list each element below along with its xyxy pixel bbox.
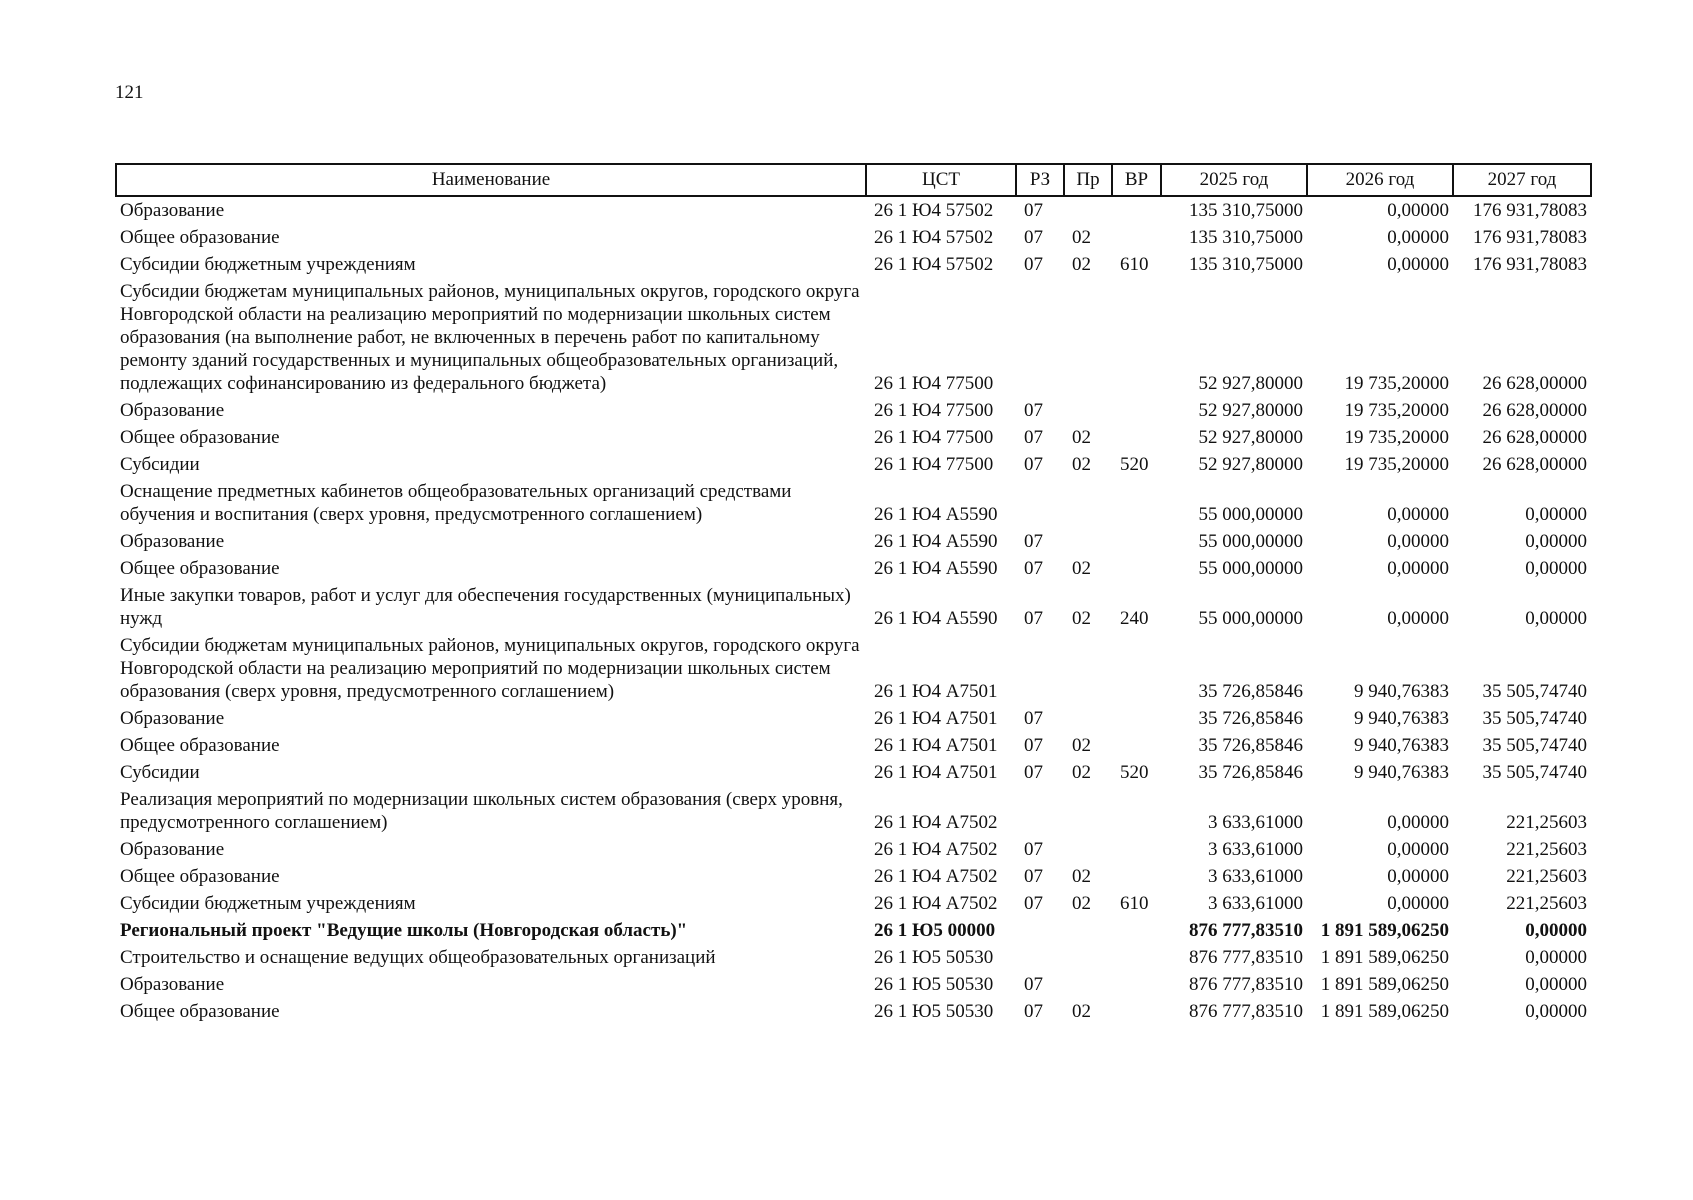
table-row	[116, 944, 1591, 971]
cell-pr: 02	[1072, 454, 1091, 475]
cell-2027: 35 505,74740	[1482, 735, 1587, 756]
cell-2026: 0,00000	[1387, 254, 1449, 275]
cell-rz	[1016, 632, 1064, 705]
cell-name: Общее образование	[120, 558, 280, 579]
cell-2027: 26 628,00000	[1482, 454, 1587, 475]
cell-rz: 07	[1024, 839, 1043, 860]
cell-2027: 35 505,74740	[1482, 762, 1587, 783]
cell-vr: 240	[1120, 608, 1149, 629]
table-row	[116, 582, 1591, 632]
cell-2025: 55 000,00000	[1198, 531, 1303, 552]
cell-rz: 07	[1024, 558, 1043, 579]
cell-vr	[1112, 944, 1161, 971]
cell-2027: 221,25603	[1506, 866, 1587, 887]
table-row	[116, 397, 1591, 424]
cell-vr	[1112, 424, 1161, 451]
cell-name: Субсидии бюджетным учреждениям	[120, 893, 416, 914]
header-2025: 2025 год	[1161, 164, 1307, 196]
cell-pr	[1064, 632, 1112, 705]
cell-vr: 610	[1120, 254, 1149, 275]
cell-2026: 0,00000	[1387, 504, 1449, 525]
cell-vr	[1112, 863, 1161, 890]
cell-rz	[1016, 786, 1064, 836]
table-row	[116, 917, 1591, 944]
cell-pr: 02	[1072, 762, 1091, 783]
table-row	[116, 451, 1591, 478]
cell-2025: 35 726,85846	[1198, 681, 1303, 702]
cell-2025: 3 633,61000	[1208, 812, 1303, 833]
page-number: 121	[115, 82, 144, 103]
cell-pr: 02	[1072, 427, 1091, 448]
cell-2027: 26 628,00000	[1482, 427, 1587, 448]
header-name: Наименование	[116, 164, 866, 196]
cell-2027: 0,00000	[1525, 920, 1587, 941]
cell-2026: 0,00000	[1387, 866, 1449, 887]
cell-2026: 19 735,20000	[1344, 400, 1449, 421]
cell-2026: 19 735,20000	[1344, 373, 1449, 394]
cell-name: Общее образование	[120, 1001, 280, 1022]
cell-rz: 07	[1024, 974, 1043, 995]
cell-2026: 9 940,76383	[1354, 681, 1449, 702]
cell-2027: 0,00000	[1525, 504, 1587, 525]
header-cst: ЦСТ	[866, 164, 1016, 196]
cell-2025: 35 726,85846	[1198, 735, 1303, 756]
cell-rz	[1016, 944, 1064, 971]
cell-vr	[1112, 836, 1161, 863]
table-row	[116, 424, 1591, 451]
cell-2025: 35 726,85846	[1198, 762, 1303, 783]
cell-pr: 02	[1072, 866, 1091, 887]
cell-vr	[1112, 705, 1161, 732]
cell-2027: 0,00000	[1525, 1001, 1587, 1022]
cell-name: Иные закупки товаров, работ и услуг для обеспечения государственных (муниципальных) нужд	[120, 585, 851, 629]
cell-name: Субсидии	[120, 762, 200, 783]
cell-cst: 26 1 Ю4 А7501	[874, 708, 998, 729]
header-2026: 2026 год	[1307, 164, 1453, 196]
cell-2026: 19 735,20000	[1344, 454, 1449, 475]
header-vr: ВР	[1112, 164, 1161, 196]
cell-cst: 26 1 Ю4 А5590	[874, 531, 998, 552]
cell-2025: 55 000,00000	[1198, 504, 1303, 525]
cell-2025: 35 726,85846	[1198, 708, 1303, 729]
cell-cst: 26 1 Ю4 А5590	[874, 558, 998, 579]
cell-cst: 26 1 Ю5 50530	[874, 947, 994, 968]
cell-vr	[1112, 632, 1161, 705]
table-row	[116, 786, 1591, 836]
cell-pr	[1064, 705, 1112, 732]
table-row	[116, 196, 1591, 224]
cell-vr	[1112, 196, 1161, 224]
cell-2027: 26 628,00000	[1482, 400, 1587, 421]
cell-name: Строительство и оснащение ведущих общеобразовательных организаций	[120, 947, 716, 968]
cell-name: Образование	[120, 974, 225, 995]
budget-table	[115, 163, 1592, 1025]
cell-cst: 26 1 Ю4 А7501	[874, 762, 998, 783]
cell-2025: 876 777,83510	[1189, 1001, 1303, 1022]
cell-pr	[1064, 528, 1112, 555]
cell-pr: 02	[1072, 1001, 1091, 1022]
cell-name: Образование	[120, 708, 225, 729]
cell-vr: 520	[1120, 454, 1149, 475]
cell-2027: 176 931,78083	[1473, 200, 1587, 221]
cell-2026: 9 940,76383	[1354, 708, 1449, 729]
table-row	[116, 836, 1591, 863]
cell-2026: 9 940,76383	[1354, 762, 1449, 783]
cell-pr: 02	[1072, 893, 1091, 914]
cell-cst: 26 1 Ю5 00000	[874, 920, 996, 941]
cell-vr	[1112, 917, 1161, 944]
cell-pr	[1064, 397, 1112, 424]
cell-2026: 0,00000	[1387, 893, 1449, 914]
cell-name: Реализация мероприятий по модернизации школьных систем образования (сверх уровня, предусмотренного соглашением)	[120, 789, 843, 833]
cell-pr	[1064, 278, 1112, 397]
table-header-row	[116, 164, 1591, 196]
cell-pr	[1064, 944, 1112, 971]
cell-2026: 1 891 589,06250	[1320, 974, 1449, 995]
cell-cst: 26 1 Ю4 А5590	[874, 504, 998, 525]
cell-vr	[1112, 732, 1161, 759]
cell-2025: 3 633,61000	[1208, 893, 1303, 914]
cell-rz: 07	[1024, 608, 1043, 629]
cell-cst: 26 1 Ю4 57502	[874, 200, 994, 221]
cell-2026: 1 891 589,06250	[1320, 920, 1449, 941]
cell-name: Оснащение предметных кабинетов общеобразовательных организаций средствами обучения и воспитания (сверх уровня, предусмотренного соглашением)	[120, 481, 792, 525]
cell-vr	[1112, 555, 1161, 582]
cell-rz: 07	[1024, 735, 1043, 756]
cell-2027: 0,00000	[1525, 558, 1587, 579]
cell-2027: 0,00000	[1525, 608, 1587, 629]
cell-rz	[1016, 917, 1064, 944]
cell-name: Региональный проект "Ведущие школы (Новгородская область)"	[120, 920, 688, 941]
cell-pr	[1064, 917, 1112, 944]
header-rz: РЗ	[1016, 164, 1064, 196]
cell-pr	[1064, 786, 1112, 836]
cell-vr	[1112, 224, 1161, 251]
cell-rz: 07	[1024, 1001, 1043, 1022]
cell-name: Образование	[120, 531, 225, 552]
cell-2025: 3 633,61000	[1208, 866, 1303, 887]
cell-2025: 876 777,83510	[1189, 947, 1303, 968]
cell-rz	[1016, 478, 1064, 528]
cell-name: Субсидии бюджетам муниципальных районов, муниципальных округов, городского округа Новгородской области на реализацию мероприятий по модернизации школьных систем образования (сверх уровня, предусмотренного соглашением)	[120, 635, 860, 702]
table-row	[116, 555, 1591, 582]
cell-name: Общее образование	[120, 735, 280, 756]
cell-cst: 26 1 Ю5 50530	[874, 1001, 994, 1022]
cell-2027: 221,25603	[1506, 893, 1587, 914]
cell-pr	[1064, 196, 1112, 224]
cell-cst: 26 1 Ю4 А7502	[874, 866, 998, 887]
cell-vr	[1112, 998, 1161, 1025]
cell-vr	[1112, 786, 1161, 836]
cell-vr	[1112, 971, 1161, 998]
cell-2026: 0,00000	[1387, 839, 1449, 860]
cell-pr: 02	[1072, 227, 1091, 248]
cell-name: Образование	[120, 200, 225, 221]
cell-pr	[1064, 836, 1112, 863]
cell-pr	[1064, 478, 1112, 528]
cell-2026: 0,00000	[1387, 200, 1449, 221]
cell-2025: 135 310,75000	[1189, 200, 1303, 221]
header-pr: Пр	[1064, 164, 1112, 196]
table-row	[116, 971, 1591, 998]
cell-cst: 26 1 Ю4 57502	[874, 254, 994, 275]
table-row	[116, 705, 1591, 732]
cell-rz: 07	[1024, 531, 1043, 552]
cell-rz: 07	[1024, 400, 1043, 421]
cell-pr: 02	[1072, 735, 1091, 756]
cell-pr: 02	[1072, 558, 1091, 579]
table-row	[116, 890, 1591, 917]
cell-2025: 876 777,83510	[1189, 920, 1303, 941]
table-row	[116, 863, 1591, 890]
table-row	[116, 478, 1591, 528]
cell-cst: 26 1 Ю4 77500	[874, 373, 994, 394]
cell-name: Общее образование	[120, 866, 280, 887]
cell-rz: 07	[1024, 708, 1043, 729]
cell-2027: 0,00000	[1525, 974, 1587, 995]
cell-rz: 07	[1024, 427, 1043, 448]
cell-2027: 176 931,78083	[1473, 227, 1587, 248]
cell-2026: 0,00000	[1387, 608, 1449, 629]
cell-name: Общее образование	[120, 427, 280, 448]
table-body	[116, 196, 1591, 1025]
cell-2026: 1 891 589,06250	[1320, 947, 1449, 968]
cell-rz: 07	[1024, 893, 1043, 914]
cell-2025: 52 927,80000	[1198, 400, 1303, 421]
table-row	[116, 224, 1591, 251]
cell-2027: 35 505,74740	[1482, 681, 1587, 702]
cell-cst: 26 1 Ю4 А7502	[874, 839, 998, 860]
cell-name: Субсидии бюджетным учреждениям	[120, 254, 416, 275]
cell-rz: 07	[1024, 454, 1043, 475]
cell-2025: 55 000,00000	[1198, 558, 1303, 579]
cell-2027: 35 505,74740	[1482, 708, 1587, 729]
cell-2027: 26 628,00000	[1482, 373, 1587, 394]
cell-vr	[1112, 397, 1161, 424]
cell-cst: 26 1 Ю4 А7502	[874, 893, 998, 914]
cell-name: Образование	[120, 400, 225, 421]
cell-rz: 07	[1024, 200, 1043, 221]
cell-2026: 0,00000	[1387, 812, 1449, 833]
cell-vr	[1112, 278, 1161, 397]
cell-pr: 02	[1072, 254, 1091, 275]
cell-cst: 26 1 Ю5 50530	[874, 974, 994, 995]
cell-cst: 26 1 Ю4 57502	[874, 227, 994, 248]
cell-cst: 26 1 Ю4 77500	[874, 400, 994, 421]
table-row	[116, 998, 1591, 1025]
cell-name: Субсидии бюджетам муниципальных районов, муниципальных округов, городского округа Новгородской области на реализацию мероприятий по модернизации школьных систем образования (на выполнение работ, не включенных в перечень работ по капитальному ремонту зданий государственных и муниципальных общеобразовательных организаций, подлежащих софинансированию из федерального бюджета)	[120, 281, 860, 394]
cell-vr	[1112, 528, 1161, 555]
cell-cst: 26 1 Ю4 А5590	[874, 608, 998, 629]
table-row	[116, 251, 1591, 278]
cell-2025: 55 000,00000	[1198, 608, 1303, 629]
cell-rz: 07	[1024, 254, 1043, 275]
cell-2025: 52 927,80000	[1198, 454, 1303, 475]
cell-rz: 07	[1024, 762, 1043, 783]
cell-rz	[1016, 278, 1064, 397]
cell-vr: 610	[1120, 893, 1149, 914]
cell-cst: 26 1 Ю4 А7502	[874, 812, 998, 833]
cell-2027: 221,25603	[1506, 839, 1587, 860]
cell-2026: 0,00000	[1387, 227, 1449, 248]
cell-rz: 07	[1024, 866, 1043, 887]
cell-vr: 520	[1120, 762, 1149, 783]
cell-2026: 0,00000	[1387, 531, 1449, 552]
cell-2026: 0,00000	[1387, 558, 1449, 579]
cell-cst: 26 1 Ю4 А7501	[874, 735, 998, 756]
table-row	[116, 732, 1591, 759]
cell-name: Общее образование	[120, 227, 280, 248]
cell-name: Образование	[120, 839, 225, 860]
cell-name: Субсидии	[120, 454, 200, 475]
cell-2025: 3 633,61000	[1208, 839, 1303, 860]
cell-2027: 176 931,78083	[1473, 254, 1587, 275]
table-row	[116, 528, 1591, 555]
cell-2025: 52 927,80000	[1198, 373, 1303, 394]
cell-2027: 221,25603	[1506, 812, 1587, 833]
header-2027: 2027 год	[1453, 164, 1591, 196]
cell-cst: 26 1 Ю4 77500	[874, 427, 994, 448]
table-row	[116, 759, 1591, 786]
cell-2025: 135 310,75000	[1189, 254, 1303, 275]
cell-vr	[1112, 478, 1161, 528]
cell-2026: 9 940,76383	[1354, 735, 1449, 756]
cell-2027: 0,00000	[1525, 947, 1587, 968]
table-row	[116, 278, 1591, 397]
cell-2025: 52 927,80000	[1198, 427, 1303, 448]
cell-2026: 19 735,20000	[1344, 427, 1449, 448]
cell-2025: 876 777,83510	[1189, 974, 1303, 995]
cell-pr	[1064, 971, 1112, 998]
cell-cst: 26 1 Ю4 А7501	[874, 681, 998, 702]
cell-cst: 26 1 Ю4 77500	[874, 454, 994, 475]
cell-pr: 02	[1072, 608, 1091, 629]
cell-2025: 135 310,75000	[1189, 227, 1303, 248]
cell-2026: 1 891 589,06250	[1320, 1001, 1449, 1022]
cell-2027: 0,00000	[1525, 531, 1587, 552]
cell-rz: 07	[1024, 227, 1043, 248]
table-row	[116, 632, 1591, 705]
